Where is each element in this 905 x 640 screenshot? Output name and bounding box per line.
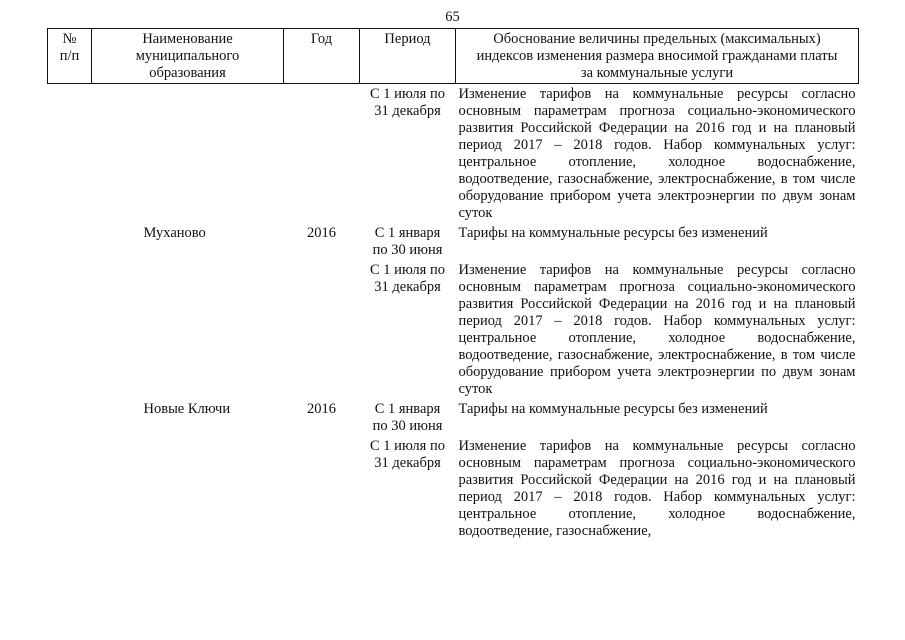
row-justification: Изменение тарифов на коммунальные ресурсы согласно основным параметрам прогноза социально-экономического развития Российской Федерации на 2016 год и на плановый период 2017 – 2018 годов. Набор коммунальных услуг: центральное отопление, холодное водоснабжение, водоотведение, газоснабжение, <box>458 438 856 539</box>
row-municipality <box>92 259 284 398</box>
table-row <box>48 222 859 259</box>
row-period: С 1 июля по 31 декабря <box>370 438 445 471</box>
row-num <box>48 435 92 540</box>
header-num: № п/п <box>48 29 92 84</box>
row-municipality: Новые Ключи <box>143 401 231 417</box>
table-body <box>48 84 859 541</box>
row-year <box>284 435 360 540</box>
header-period: Период <box>360 29 456 84</box>
tariff-table <box>47 28 859 540</box>
row-municipality <box>92 84 284 223</box>
row-year: 2016 <box>307 225 336 241</box>
header-justification: Обоснование величины предельных (максимальных) индексов изменения размера вносимой гражданами платы за коммунальные услуги <box>456 29 859 84</box>
row-year <box>284 259 360 398</box>
header-row <box>48 29 859 84</box>
table-row <box>48 84 859 223</box>
row-num <box>48 259 92 398</box>
row-justification: Изменение тарифов на коммунальные ресурсы согласно основным параметрам прогноза социально-экономического развития Российской Федерации на 2016 год и на плановый период 2017 – 2018 годов. Набор коммунальных услуг: центральное отопление, холодное водоснабжение, водоотведение, газоснабжение, электроснабжение, в том числе оборудование прибором учета электроэнергии по двум зонам суток <box>458 86 856 221</box>
table-row <box>48 259 859 398</box>
table-row <box>48 398 859 435</box>
table-header <box>48 29 859 84</box>
row-num <box>48 398 92 435</box>
row-num <box>48 84 92 223</box>
row-municipality: Муханово <box>143 225 206 241</box>
header-name: Наименование муниципального образования <box>92 29 284 84</box>
row-justification: Тарифы на коммунальные ресурсы без изменений <box>458 401 768 417</box>
row-year <box>284 84 360 223</box>
page-number: 65 <box>445 9 460 25</box>
row-year: 2016 <box>307 401 336 417</box>
row-period: С 1 июля по 31 декабря <box>370 262 445 295</box>
row-period: С 1 января по 30 июня <box>372 401 443 434</box>
table-row <box>48 435 859 540</box>
row-justification: Изменение тарифов на коммунальные ресурсы согласно основным параметрам прогноза социально-экономического развития Российской Федерации на 2016 год и на плановый период 2017 – 2018 годов. Набор коммунальных услуг: центральное отопление, холодное водоснабжение, водоотведение, газоснабжение, электроснабжение, в том числе оборудование прибором учета электроэнергии по двум зонам суток <box>458 262 856 397</box>
row-num <box>48 222 92 259</box>
row-justification: Тарифы на коммунальные ресурсы без изменений <box>458 225 768 241</box>
header-year: Год <box>284 29 360 84</box>
row-period: С 1 января по 30 июня <box>372 225 443 258</box>
row-period: С 1 июля по 31 декабря <box>370 86 445 119</box>
row-municipality <box>92 435 284 540</box>
